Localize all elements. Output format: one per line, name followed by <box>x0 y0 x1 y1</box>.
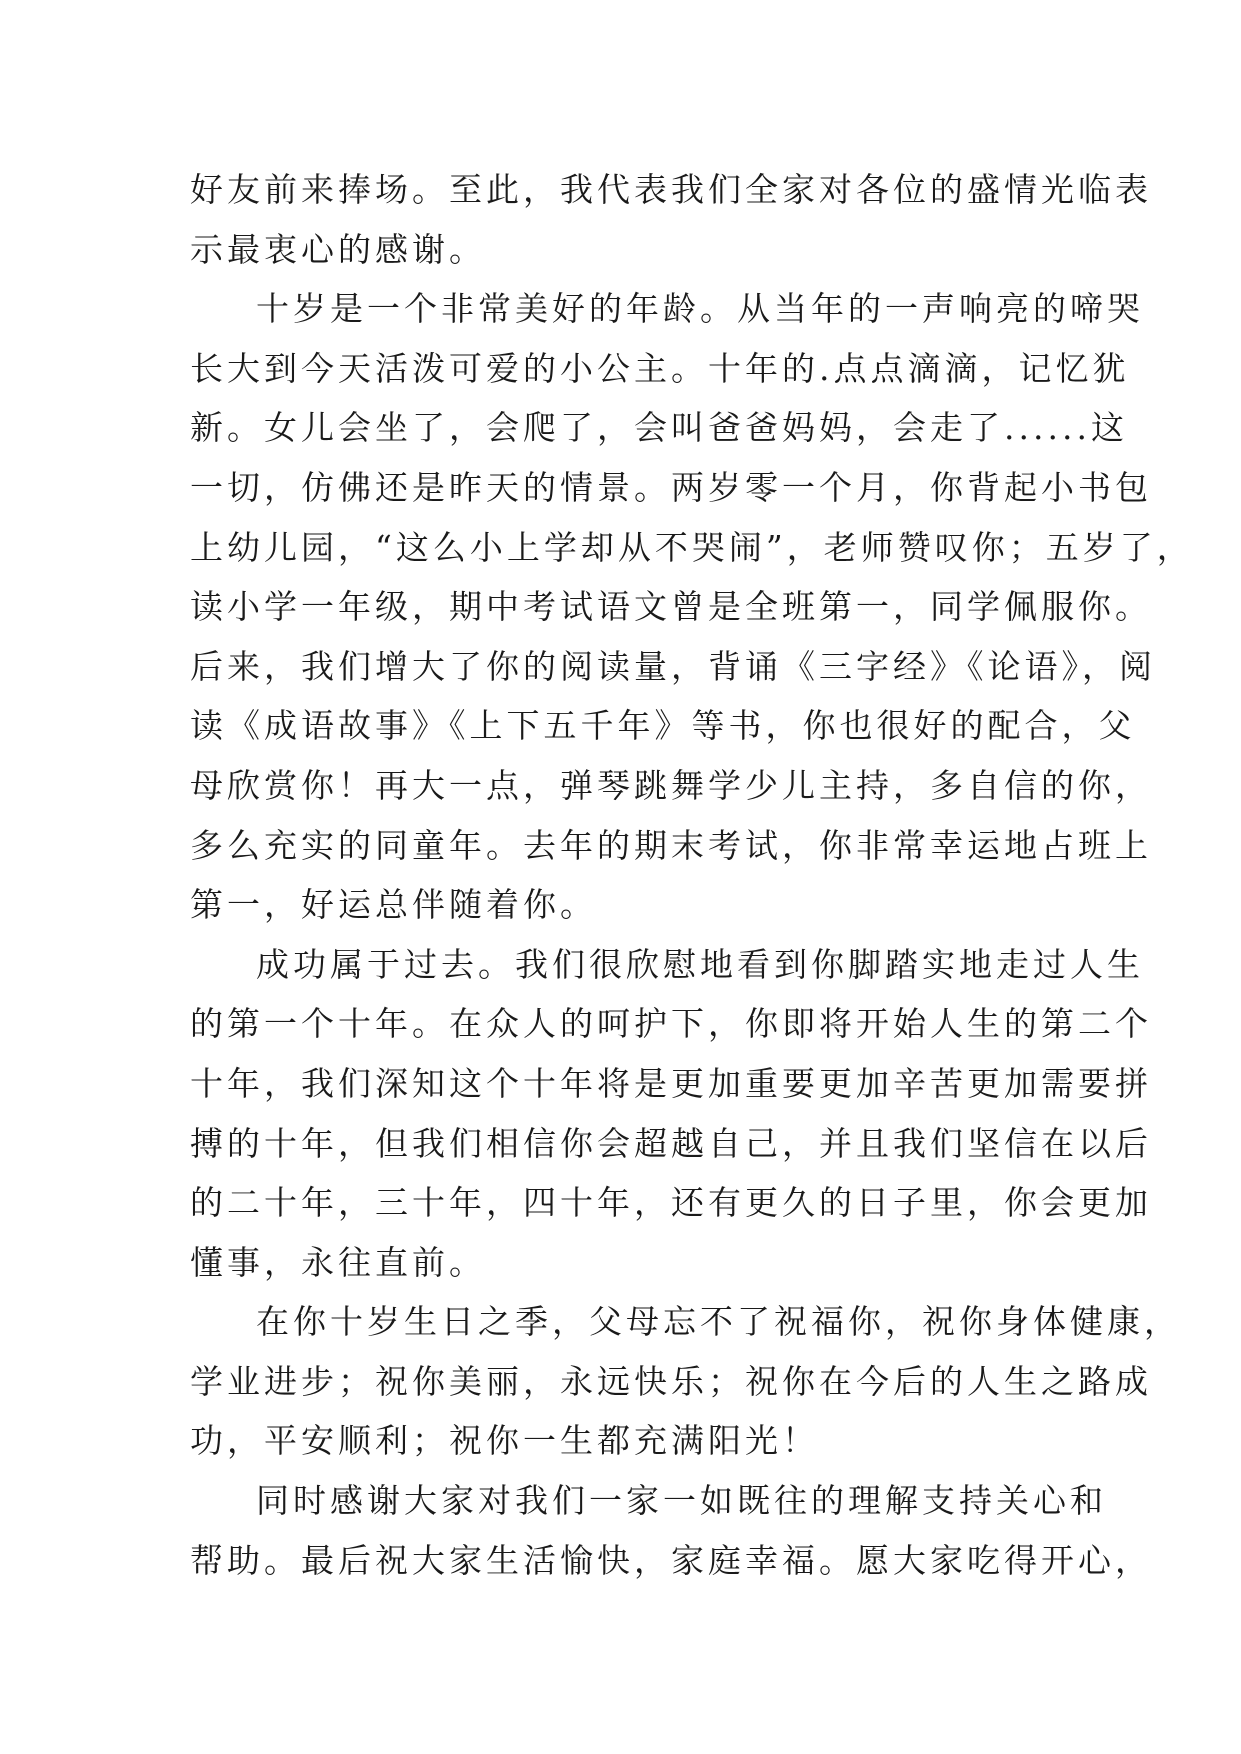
text-line: 懂事，永往直前。 <box>190 1242 486 1282</box>
text-line: 功，平安顺利；祝你一生都充满阳光！ <box>190 1421 819 1461</box>
text-line: 后来，我们增大了你的阅读量，背诵《三字经》《论语》，阅 <box>190 646 1156 686</box>
text-line: 示最衷心的感谢。 <box>190 229 486 269</box>
text-line: 多么充实的同童年。去年的期末考试，你非常幸运地占班上 <box>190 825 1152 865</box>
document-body <box>190 160 1194 1590</box>
text-line: 新。女儿会坐了，会爬了，会叫爸爸妈妈，会走了......这 <box>190 408 1128 448</box>
text-line: 十年，我们深知这个十年将是更加重要更加辛苦更加需要拼 <box>190 1063 1152 1103</box>
text-line: 读小学一年级，期中考试语文曾是全班第一，同学佩服你。 <box>190 587 1152 627</box>
text-line: 学业进步；祝你美丽，永远快乐；祝你在今后的人生之路成 <box>190 1361 1152 1401</box>
text-line: 母欣赏你！再大一点，弹琴跳舞学少儿主持，多自信的你， <box>190 765 1152 805</box>
text-line: 一切，仿佛还是昨天的情景。两岁零一个月，你背起小书包 <box>190 467 1152 507</box>
text-line: 在你十岁生日之季，父母忘不了祝福你，祝你身体健康， <box>256 1302 1181 1342</box>
text-line: 上幼儿园，“这么小上学却从不哭闹”，老师赞叹你；五岁了， <box>190 527 1194 567</box>
text-line: 读《成语故事》《上下五千年》等书，你也很好的配合，父 <box>190 706 1136 746</box>
text-line: 十岁是一个非常美好的年龄。从当年的一声响亮的啼哭 <box>256 289 1144 329</box>
text-line: 的第一个十年。在众人的呵护下，你即将开始人生的第二个 <box>190 1004 1152 1044</box>
text-line: 长大到今天活泼可爱的小公主。十年的.点点滴滴，记忆犹 <box>190 348 1130 388</box>
text-line: 同时感谢大家对我们一家一如既往的理解支持关心和 <box>256 1481 1107 1521</box>
text-line: 好友前来捧场。至此，我代表我们全家对各位的盛情光临表 <box>190 170 1152 209</box>
text-line: 的二十年，三十年，四十年，还有更久的日子里，你会更加 <box>190 1183 1152 1223</box>
text-line: 帮助。最后祝大家生活愉快，家庭幸福。愿大家吃得开心， <box>190 1540 1152 1580</box>
text-line: 成功属于过去。我们很欣慰地看到你脚踏实地走过人生 <box>256 944 1144 984</box>
text-line: 第一，好运总伴随着你。 <box>190 885 597 925</box>
text-line: 搏的十年，但我们相信你会超越自己，并且我们坚信在以后 <box>190 1123 1152 1163</box>
